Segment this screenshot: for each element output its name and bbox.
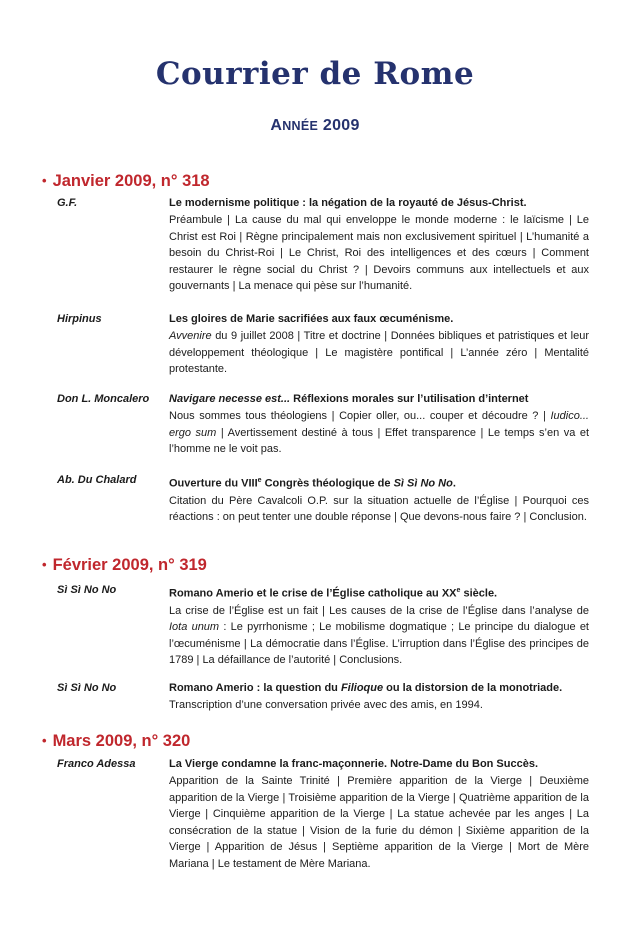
title-italic: Navigare necesse est... <box>169 393 291 405</box>
article-title: La Vierge condamne la franc-maçonnerie. Notre-Dame du Bon Succès. <box>169 758 539 770</box>
title-text: siècle. <box>460 587 498 600</box>
summary-text: | Avertissement destiné à tous | Effet transparence | Le temps s’en va et l’homme ne le voit pas. <box>169 426 589 455</box>
article-summary: Citation du Père Cavalcoli O.P. sur la situation actuelle de l’Église | Pourquoi ces réactions : on peut tenter une double réponse | Que devons-nous faire ? | Conclusion. <box>169 494 589 524</box>
article-title <box>169 680 589 697</box>
article-summary: Apparition de la Sainte Trinité | Première apparition de la Vierge | Deuxième apparition de la Vierge | Troisième apparition de la Vierge | Quatrième apparition de la Vierge | Cinquième apparition de la Vierge | La statue achevée par les anges | La consécration de la statue | Vision de la furie du démon | Sixième apparition de la Vierge | Apparition de Jésus | Septième apparition de la Vierge | Mort de Mère Mariana | Le testament de Mère Mariana. <box>169 775 589 870</box>
title-text: ou la distorsion de la monotriade. <box>383 682 563 694</box>
title-text: Congrès théologique de <box>261 477 394 490</box>
summary-text: du 9 juillet 2008 | Titre et doctrine | Données bibliques et patristiques et leur développement théologique | Le magistère pontifical | L’année zéro | Mentalité protestante. <box>169 330 589 375</box>
article-title: Les gloires de Marie sacrifiées aux faux œcuménisme. <box>169 313 454 325</box>
article-author: G.F. <box>57 197 78 209</box>
title-text: Romano Amerio et le crise de l’Église catholique au XX <box>169 587 457 600</box>
bullet-icon: • <box>42 173 47 188</box>
article-author: Hirpinus <box>57 313 102 325</box>
section-heading-mars <box>42 732 190 751</box>
article-summary: Transcription d’une conversation privée avec des amis, en 1994. <box>169 699 483 711</box>
journal-title: Courrier de Rome <box>155 56 475 92</box>
article-title <box>169 472 589 493</box>
subtitle-initial: A <box>270 117 283 134</box>
section-heading-text: Février 2009, n° 319 <box>52 556 207 574</box>
year-subtitle <box>0 117 630 135</box>
article-title <box>169 391 589 408</box>
summary-text: : Le pyrrhonisme ; Le mobilisme dogmatique ; Le principe du dialogue et l’œcuménisme | La démocratie dans l’Église. L’irruption dans l’Église des principes de 1789 | La défaillance de l’autorité | Conclusions. <box>169 621 589 667</box>
article-author: Sì Sì No No <box>57 682 117 694</box>
bullet-icon: • <box>42 733 47 748</box>
title-text: Ouverture du VIII <box>169 477 258 490</box>
summary-text: Nous sommes tous théologiens | Copier oller, ou... couper et découdre ? | <box>169 410 551 422</box>
section-heading-fevrier <box>42 556 207 575</box>
article-author: Don L. Moncalero <box>57 393 150 405</box>
section-heading-janvier <box>42 172 210 191</box>
article-author: Sì Sì No No <box>57 584 117 596</box>
section-heading-text: Janvier 2009, n° 318 <box>52 172 210 190</box>
article-title <box>169 582 589 603</box>
title-text: Romano Amerio : la question du <box>169 682 341 694</box>
summary-italic: Avvenire <box>169 330 212 342</box>
article-author: Franco Adessa <box>57 758 136 770</box>
article-summary <box>169 328 589 378</box>
article-title: Le modernisme politique : la négation de la royauté de Jésus-Christ. <box>169 197 527 209</box>
summary-italic: Iota unum <box>169 621 220 634</box>
title-text: . <box>452 477 456 490</box>
article-summary: Préambule | La cause du mal qui enveloppe le monde moderne : le laïcisme | Le Christ est Roi | Règne principalement mais non exclusivement spirituel | L’humanité a besoin du Christ-Roi | Le Christ, Roi des intelligences et des cœurs | Comment restaurer le règne social du Christ ? | Devoirs communs aux intellectuels et aux gouvernants | La menace qui pèse sur l’humanité. <box>169 214 589 292</box>
title-italic: Sì Sì No No <box>393 477 453 490</box>
summary-italic: Iudico... ergo sum <box>169 410 589 439</box>
section-heading-text: Mars 2009, n° 320 <box>52 732 191 750</box>
title-italic: Filioque <box>340 682 384 694</box>
subtitle-year: 2009 <box>322 117 360 134</box>
title-text: Réflexions morales sur l’utilisation d’internet <box>290 393 529 405</box>
title-superscript: e <box>456 587 461 594</box>
article-summary <box>169 603 589 669</box>
article-author: Ab. Du Chalard <box>57 474 137 486</box>
article-summary <box>169 408 589 458</box>
title-superscript: e <box>257 477 262 484</box>
summary-text: La crise de l’Église est un fait | Les causes de la crise de l’Église dans l’analyse de <box>169 604 589 617</box>
subtitle-word: NNÉE <box>282 119 319 133</box>
bullet-icon: • <box>42 557 47 572</box>
